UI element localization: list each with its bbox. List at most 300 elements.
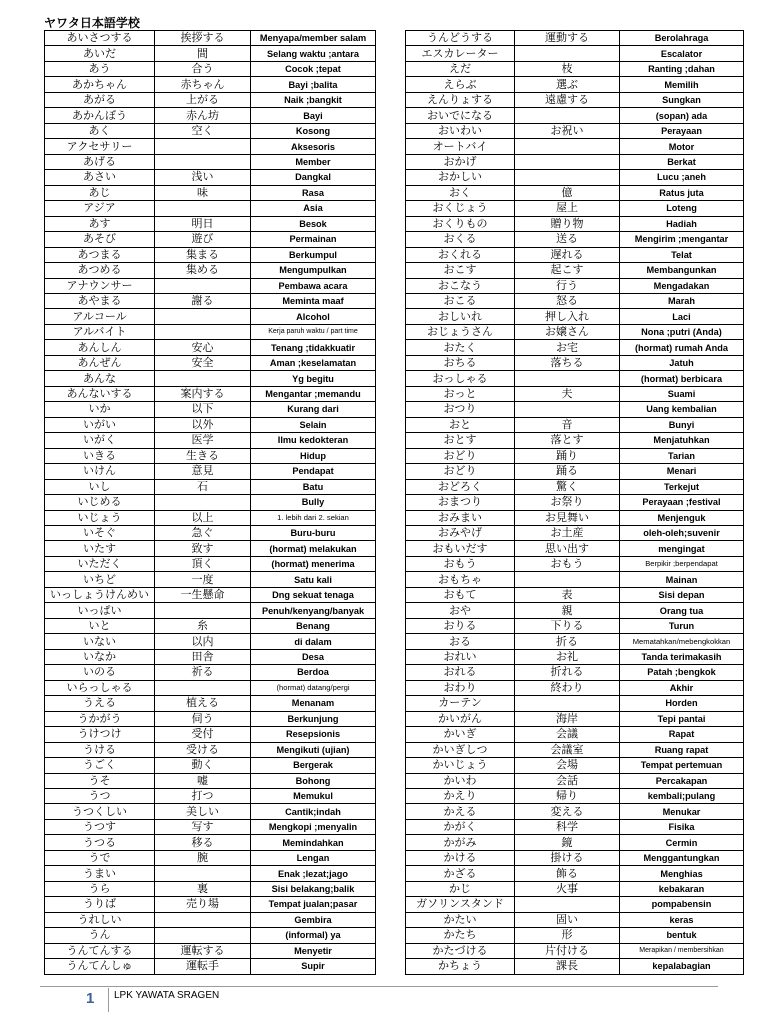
kana-cell: おもいだす xyxy=(406,541,515,556)
kana-cell: いっしょうけんめい xyxy=(45,587,155,602)
vocab-row xyxy=(406,912,744,927)
kanji-cell: 伺う xyxy=(155,711,251,726)
kana-cell: いただく xyxy=(45,556,155,571)
meaning-cell: bentuk xyxy=(620,928,744,943)
vocab-row xyxy=(406,185,744,200)
kanji-cell xyxy=(515,108,620,123)
kana-cell: おかげ xyxy=(406,154,515,169)
meaning-cell: Uang kembalian xyxy=(620,402,744,417)
kana-cell: うまい xyxy=(45,866,155,881)
kana-cell: いらっしゃる xyxy=(45,680,155,695)
meaning-cell: Member xyxy=(251,154,376,169)
vocab-row xyxy=(45,587,376,602)
kana-cell: うら xyxy=(45,881,155,896)
kanji-cell: 糸 xyxy=(155,618,251,633)
vocab-row xyxy=(45,742,376,757)
vocab-row xyxy=(45,479,376,494)
kana-cell: おっと xyxy=(406,386,515,401)
kanji-cell xyxy=(155,603,251,618)
vocab-row xyxy=(406,464,744,479)
vocab-table-right xyxy=(405,30,744,975)
vocab-row xyxy=(406,402,744,417)
vocab-table-left xyxy=(44,30,376,975)
vocab-row xyxy=(45,77,376,92)
kanji-cell xyxy=(155,309,251,324)
meaning-cell: Cocok ;tepat xyxy=(251,61,376,76)
vocab-row xyxy=(406,324,744,339)
vocab-row xyxy=(45,526,376,541)
kanji-cell: 上がる xyxy=(155,92,251,107)
kanji-cell: お嬢さん xyxy=(515,324,620,339)
vocab-row xyxy=(406,649,744,664)
meaning-cell: Tempat pertemuan xyxy=(620,758,744,773)
kana-cell: かちょう xyxy=(406,959,515,974)
kana-cell: かえり xyxy=(406,788,515,803)
kanji-cell: 意見 xyxy=(155,464,251,479)
vocab-row xyxy=(45,928,376,943)
meaning-cell: Berdoa xyxy=(251,665,376,680)
kanji-cell: 会議室 xyxy=(515,742,620,757)
kana-cell: おいでになる xyxy=(406,108,515,123)
meaning-cell: keras xyxy=(620,912,744,927)
kanji-cell: おもう xyxy=(515,556,620,571)
kana-cell: かざる xyxy=(406,866,515,881)
kanji-cell: 田舎 xyxy=(155,649,251,664)
vocab-table-left-body xyxy=(45,31,376,975)
meaning-cell: (hormat) datang/pergi xyxy=(251,680,376,695)
kana-cell: かいわ xyxy=(406,773,515,788)
vocab-row xyxy=(45,572,376,587)
kana-cell: あいだ xyxy=(45,46,155,61)
kanji-cell: 石 xyxy=(155,479,251,494)
vocab-row xyxy=(406,510,744,525)
kanji-cell xyxy=(155,866,251,881)
meaning-cell: Menjatuhkan xyxy=(620,433,744,448)
meaning-cell: Asia xyxy=(251,201,376,216)
kanji-cell: 会場 xyxy=(515,758,620,773)
kanji-cell: 裏 xyxy=(155,881,251,896)
meaning-cell: Orang tua xyxy=(620,603,744,618)
kana-cell: かいぎ xyxy=(406,727,515,742)
kana-cell: おみやげ xyxy=(406,526,515,541)
vocab-row xyxy=(45,912,376,927)
kana-cell: かたい xyxy=(406,912,515,927)
kanji-cell: 課長 xyxy=(515,959,620,974)
kana-cell: オートバイ xyxy=(406,139,515,154)
footer-vertical-bar xyxy=(108,988,109,1012)
vocab-row xyxy=(45,433,376,448)
kanji-cell: 科学 xyxy=(515,819,620,834)
kanji-cell: 売り場 xyxy=(155,897,251,912)
vocab-row xyxy=(406,727,744,742)
kana-cell: うごく xyxy=(45,758,155,773)
kanji-cell: 受ける xyxy=(155,742,251,757)
meaning-cell: kembali;pulang xyxy=(620,788,744,803)
kana-cell: かがみ xyxy=(406,835,515,850)
kana-cell: おや xyxy=(406,603,515,618)
vocab-row xyxy=(406,526,744,541)
vocab-row xyxy=(45,959,376,974)
kanji-cell xyxy=(515,170,620,185)
vocab-row xyxy=(406,139,744,154)
kana-cell: あつめる xyxy=(45,263,155,278)
vocab-row xyxy=(406,108,744,123)
meaning-cell: (hormat) melakukan xyxy=(251,541,376,556)
vocab-row xyxy=(45,819,376,834)
kana-cell: おこす xyxy=(406,263,515,278)
kana-cell: いし xyxy=(45,479,155,494)
meaning-cell: kebakaran xyxy=(620,881,744,896)
meaning-cell: di dalam xyxy=(251,634,376,649)
kanji-cell: 鏡 xyxy=(515,835,620,850)
kana-cell: いそぐ xyxy=(45,526,155,541)
kana-cell: おくる xyxy=(406,232,515,247)
kana-cell: うつくしい xyxy=(45,804,155,819)
kanji-cell: 浅い xyxy=(155,170,251,185)
meaning-cell: Bergerak xyxy=(251,758,376,773)
kana-cell: おたく xyxy=(406,340,515,355)
kana-cell: かたち xyxy=(406,928,515,943)
meaning-cell: Selang waktu ;antara xyxy=(251,46,376,61)
kana-cell: えんりょする xyxy=(406,92,515,107)
meaning-cell: Rasa xyxy=(251,185,376,200)
meaning-cell: Enak ;lezat;jago xyxy=(251,866,376,881)
vocab-row xyxy=(45,897,376,912)
kanji-cell: 赤ん坊 xyxy=(155,108,251,123)
kana-cell: おみまい xyxy=(406,510,515,525)
kana-cell: おもう xyxy=(406,556,515,571)
kana-cell: おじょうさん xyxy=(406,324,515,339)
kanji-cell: お祝い xyxy=(515,123,620,138)
vocab-row xyxy=(45,31,376,46)
meaning-cell: Permainan xyxy=(251,232,376,247)
kana-cell: おつり xyxy=(406,402,515,417)
meaning-cell: pompabensin xyxy=(620,897,744,912)
kanji-cell: 屋上 xyxy=(515,201,620,216)
kanji-cell: 変える xyxy=(515,804,620,819)
meaning-cell: Satu kali xyxy=(251,572,376,587)
vocab-row xyxy=(45,804,376,819)
kanji-cell: 夫 xyxy=(515,386,620,401)
vocab-row xyxy=(45,727,376,742)
meaning-cell: Naik ;bangkit xyxy=(251,92,376,107)
kana-cell: あす xyxy=(45,216,155,231)
kana-cell: おわり xyxy=(406,680,515,695)
meaning-cell: (sopan) ada xyxy=(620,108,744,123)
vocab-row xyxy=(45,386,376,401)
kanji-cell xyxy=(155,201,251,216)
kana-cell: あんしん xyxy=(45,340,155,355)
meaning-cell: Meminta maaf xyxy=(251,293,376,308)
meaning-cell: Laci xyxy=(620,309,744,324)
vocab-row xyxy=(45,355,376,370)
kanji-cell: 怒る xyxy=(515,293,620,308)
kanji-cell: 表 xyxy=(515,587,620,602)
kanji-cell: 運動する xyxy=(515,31,620,46)
meaning-cell: Resepsionis xyxy=(251,727,376,742)
vocab-row xyxy=(45,556,376,571)
kanji-cell: 写す xyxy=(155,819,251,834)
kanji-cell: 枝 xyxy=(515,61,620,76)
vocab-row xyxy=(406,46,744,61)
vocab-row xyxy=(406,696,744,711)
vocab-table-right-body xyxy=(406,31,744,975)
kanji-cell: 急ぐ xyxy=(155,526,251,541)
kana-cell: おどり xyxy=(406,464,515,479)
meaning-cell: Benang xyxy=(251,618,376,633)
vocab-row xyxy=(406,758,744,773)
meaning-cell: Ranting ;dahan xyxy=(620,61,744,76)
kanji-cell: 安心 xyxy=(155,340,251,355)
meaning-cell: Buru-buru xyxy=(251,526,376,541)
vocab-row xyxy=(45,773,376,788)
vocab-row xyxy=(406,417,744,432)
kana-cell: おどり xyxy=(406,448,515,463)
meaning-cell: (hormat) rumah Anda xyxy=(620,340,744,355)
vocab-row xyxy=(406,541,744,556)
meaning-cell: Menyapa/member salam xyxy=(251,31,376,46)
vocab-row xyxy=(406,293,744,308)
vocab-row xyxy=(45,170,376,185)
vocab-row xyxy=(45,278,376,293)
meaning-cell: Ilmu kedokteran xyxy=(251,433,376,448)
kanji-cell: 遊び xyxy=(155,232,251,247)
vocab-row xyxy=(406,850,744,865)
vocab-row xyxy=(406,680,744,695)
kana-cell: あんないする xyxy=(45,386,155,401)
vocab-row xyxy=(406,587,744,602)
kana-cell: いない xyxy=(45,634,155,649)
meaning-cell: Tempat jualan;pasar xyxy=(251,897,376,912)
kana-cell: アナウンサー xyxy=(45,278,155,293)
meaning-cell: Horden xyxy=(620,696,744,711)
meaning-cell: Fisika xyxy=(620,819,744,834)
kana-cell: おしいれ xyxy=(406,309,515,324)
kana-cell: あさい xyxy=(45,170,155,185)
vocab-row xyxy=(406,92,744,107)
vocab-row xyxy=(406,835,744,850)
vocab-row xyxy=(45,324,376,339)
kana-cell: えだ xyxy=(406,61,515,76)
vocab-row xyxy=(406,263,744,278)
meaning-cell: Berkunjung xyxy=(251,711,376,726)
meaning-cell: Tepi pantai xyxy=(620,711,744,726)
kana-cell: おくれる xyxy=(406,247,515,262)
vocab-row xyxy=(45,340,376,355)
kanji-cell: 送る xyxy=(515,232,620,247)
kana-cell: うつる xyxy=(45,835,155,850)
kana-cell: かいじょう xyxy=(406,758,515,773)
vocab-row xyxy=(406,819,744,834)
meaning-cell: Lucu ;aneh xyxy=(620,170,744,185)
meaning-cell: (hormat) menerima xyxy=(251,556,376,571)
kana-cell: カーテン xyxy=(406,696,515,711)
meaning-cell: Hadiah xyxy=(620,216,744,231)
vocab-row xyxy=(45,61,376,76)
vocab-row xyxy=(406,340,744,355)
kanji-cell: 踊り xyxy=(515,448,620,463)
kanji-cell: 行う xyxy=(515,278,620,293)
meaning-cell: kepalabagian xyxy=(620,959,744,974)
vocab-row xyxy=(45,185,376,200)
meaning-cell: Penuh/kenyang/banyak xyxy=(251,603,376,618)
page-number: 1 xyxy=(86,990,95,1007)
vocab-row xyxy=(45,247,376,262)
kanji-cell: 安全 xyxy=(155,355,251,370)
kanji-cell: 受付 xyxy=(155,727,251,742)
kanji-cell: 嘘 xyxy=(155,773,251,788)
kanji-cell: 落ちる xyxy=(515,355,620,370)
kanji-cell: 押し入れ xyxy=(515,309,620,324)
vocab-row xyxy=(406,232,744,247)
meaning-cell: Mengumpulkan xyxy=(251,263,376,278)
kana-cell: いと xyxy=(45,618,155,633)
kana-cell: あがる xyxy=(45,92,155,107)
kanji-cell: 形 xyxy=(515,928,620,943)
vocab-row xyxy=(406,154,744,169)
vocab-row xyxy=(45,665,376,680)
meaning-cell: Sisi belakang;balik xyxy=(251,881,376,896)
vocab-row xyxy=(406,61,744,76)
vocab-row xyxy=(406,634,744,649)
meaning-cell: Mengkopi ;menyalin xyxy=(251,819,376,834)
kana-cell: おっしゃる xyxy=(406,371,515,386)
kanji-cell: 合う xyxy=(155,61,251,76)
vocab-row xyxy=(45,495,376,510)
vocab-row xyxy=(45,263,376,278)
kana-cell: かける xyxy=(406,850,515,865)
meaning-cell: Bunyi xyxy=(620,417,744,432)
kana-cell: うけつけ xyxy=(45,727,155,742)
meaning-cell: Gembira xyxy=(251,912,376,927)
kanji-cell: お礼 xyxy=(515,649,620,664)
meaning-cell: Berpikir ;berpendapat xyxy=(620,556,744,571)
kanji-cell: 音 xyxy=(515,417,620,432)
kanji-cell xyxy=(515,139,620,154)
vocab-row xyxy=(406,448,744,463)
meaning-cell: Mematahkan/mebengkokkan xyxy=(620,634,744,649)
kanji-cell: 移る xyxy=(155,835,251,850)
meaning-cell: Tenang ;tidakkuatir xyxy=(251,340,376,355)
vocab-row xyxy=(406,495,744,510)
kana-cell: アルバイト xyxy=(45,324,155,339)
meaning-cell: Selain xyxy=(251,417,376,432)
kanji-cell xyxy=(155,154,251,169)
vocab-row xyxy=(45,943,376,958)
meaning-cell: Pembawa acara xyxy=(251,278,376,293)
vocab-row xyxy=(406,278,744,293)
kanji-cell: 明日 xyxy=(155,216,251,231)
kanji-cell xyxy=(155,371,251,386)
meaning-cell: Menggantungkan xyxy=(620,850,744,865)
vocab-row xyxy=(406,433,744,448)
vocab-row xyxy=(406,123,744,138)
vocab-row xyxy=(406,959,744,974)
kana-cell: おれい xyxy=(406,649,515,664)
kanji-cell: 致す xyxy=(155,541,251,556)
kana-cell: うで xyxy=(45,850,155,865)
vocab-row xyxy=(45,293,376,308)
vocab-row xyxy=(45,603,376,618)
vocab-row xyxy=(406,572,744,587)
kanji-cell: 集まる xyxy=(155,247,251,262)
kana-cell: かいぎしつ xyxy=(406,742,515,757)
meaning-cell: Aman ;keselamatan xyxy=(251,355,376,370)
vocab-row xyxy=(45,139,376,154)
meaning-cell: Alcohol xyxy=(251,309,376,324)
kana-cell: おまつり xyxy=(406,495,515,510)
kana-cell: かたづける xyxy=(406,943,515,958)
meaning-cell: Terkejut xyxy=(620,479,744,494)
kana-cell: いなか xyxy=(45,649,155,664)
kana-cell: エスカレーター xyxy=(406,46,515,61)
meaning-cell: 1. lebih dari 2. sekian xyxy=(251,510,376,525)
kana-cell: おかしい xyxy=(406,170,515,185)
kanji-cell: 掛ける xyxy=(515,850,620,865)
kanji-cell: お土産 xyxy=(515,526,620,541)
kanji-cell xyxy=(515,572,620,587)
vocab-row xyxy=(45,46,376,61)
kanji-cell xyxy=(155,912,251,927)
meaning-cell: Suami xyxy=(620,386,744,401)
meaning-cell: Hidup xyxy=(251,448,376,463)
vocab-row xyxy=(45,201,376,216)
vocab-row xyxy=(45,232,376,247)
kana-cell: おりる xyxy=(406,618,515,633)
kanji-cell: お宅 xyxy=(515,340,620,355)
vocab-row xyxy=(45,696,376,711)
meaning-cell: Besok xyxy=(251,216,376,231)
kanji-cell: 空く xyxy=(155,123,251,138)
kanji-cell: 打つ xyxy=(155,788,251,803)
kanji-cell: 一度 xyxy=(155,572,251,587)
vocab-row xyxy=(406,216,744,231)
kanji-cell: 固い xyxy=(515,912,620,927)
kanji-cell: 以上 xyxy=(155,510,251,525)
meaning-cell: Menukar xyxy=(620,804,744,819)
kana-cell: おくじょう xyxy=(406,201,515,216)
vocab-row xyxy=(406,618,744,633)
kana-cell: いじめる xyxy=(45,495,155,510)
kana-cell: あつまる xyxy=(45,247,155,262)
vocab-row xyxy=(406,31,744,46)
kanji-cell: 味 xyxy=(155,185,251,200)
meaning-cell: Bayi xyxy=(251,108,376,123)
kana-cell: あげる xyxy=(45,154,155,169)
kana-cell: おくりもの xyxy=(406,216,515,231)
meaning-cell: Memilih xyxy=(620,77,744,92)
meaning-cell: mengingat xyxy=(620,541,744,556)
vocab-row xyxy=(406,603,744,618)
kanji-cell: 一生懸命 xyxy=(155,587,251,602)
kanji-cell: 飾る xyxy=(515,866,620,881)
kanji-cell: 美しい xyxy=(155,804,251,819)
vocab-row xyxy=(45,448,376,463)
meaning-cell: Turun xyxy=(620,618,744,633)
meaning-cell: Perayaan ;festival xyxy=(620,495,744,510)
kana-cell: うん xyxy=(45,928,155,943)
kanji-cell xyxy=(515,897,620,912)
vocab-row xyxy=(406,773,744,788)
kana-cell: ガソリンスタンド xyxy=(406,897,515,912)
kana-cell: あく xyxy=(45,123,155,138)
kana-cell: いけん xyxy=(45,464,155,479)
vocab-row xyxy=(45,758,376,773)
kanji-cell xyxy=(515,154,620,169)
kanji-cell: 赤ちゃん xyxy=(155,77,251,92)
meaning-cell: Motor xyxy=(620,139,744,154)
kana-cell: いちど xyxy=(45,572,155,587)
